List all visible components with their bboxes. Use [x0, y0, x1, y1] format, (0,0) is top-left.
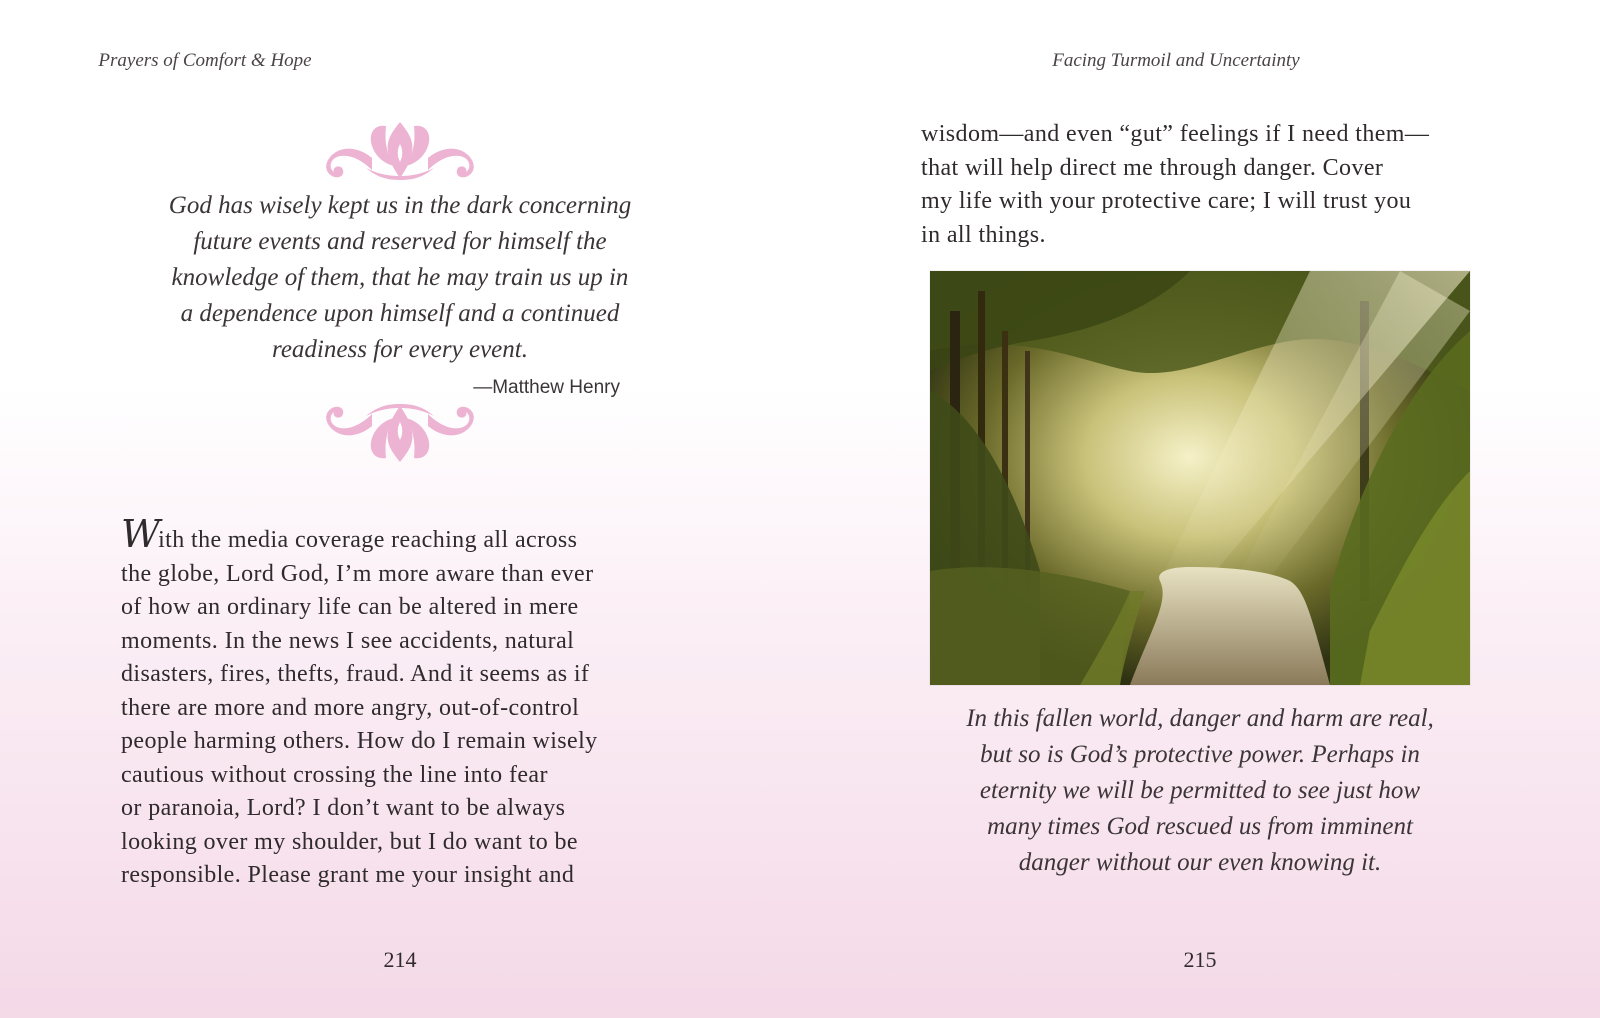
- prose-line: people harming others. How do I remain wisely: [121, 728, 598, 754]
- photo-caption: [950, 701, 1450, 881]
- running-head-left-text: Prayers of Comfort & Hope: [98, 50, 312, 71]
- drop-cap: W: [121, 512, 159, 556]
- prose-line: responsible. Please grant me your insight and: [121, 862, 575, 888]
- prayer-text-left: [121, 512, 681, 893]
- prose-line: or paranoia, Lord? I don’t want to be always: [121, 795, 566, 821]
- prose-line: wisdom—and even “gut” feelings if I need them—: [921, 121, 1430, 147]
- prose-line: there are more and more angry, out-of-control: [121, 694, 580, 721]
- ornament-bottom-icon: [316, 402, 484, 466]
- prose-line: the globe, Lord God, I’m more aware than ever: [121, 560, 594, 587]
- prose-line: of how an ordinary life can be altered in mere: [121, 594, 579, 620]
- ornament-top-icon: [316, 118, 484, 182]
- prose-line: [121, 512, 681, 558]
- epigraph-quote: [150, 188, 650, 368]
- caption-line: many times God rescued us from imminent: [987, 813, 1413, 840]
- caption-line: In this fallen world, danger and harm are real,: [966, 705, 1434, 732]
- prose-line: cautious without crossing the line into fear: [121, 761, 548, 788]
- prose-line: disasters, fires, thefts, fraud. And it seems as if: [121, 661, 590, 687]
- quote-line: knowledge of them, that he may train us up in: [171, 264, 629, 291]
- caption-line: but so is God’s protective power. Perhaps in: [980, 741, 1420, 768]
- quote-line: God has wisely kept us in the dark concerning: [168, 192, 632, 219]
- quote-line: future events and reserved for himself the: [193, 228, 607, 255]
- page-number-left-text: 214: [383, 947, 417, 972]
- page-number-right-text: 215: [1183, 947, 1217, 972]
- quote-line: readiness for every event.: [272, 336, 528, 363]
- right-page: [800, 0, 1600, 1018]
- quote-author: —Matthew Henry: [473, 377, 620, 398]
- prose-line: in all things.: [921, 221, 1046, 248]
- caption-line: eternity we will be permitted to see just how: [979, 777, 1421, 804]
- prose-line: looking over my shoulder, but I do want to be: [121, 828, 578, 855]
- quote-line: a dependence upon himself and a continued: [180, 300, 620, 327]
- prose-line: my life with your protective care; I will trust you: [921, 188, 1412, 214]
- prayer-text-right: [921, 118, 1481, 252]
- prose-line: moments. In the news I see accidents, natural: [121, 627, 575, 654]
- prose-line: that will help direct me through danger. Cover: [921, 154, 1384, 181]
- running-head-right-text: Facing Turmoil and Uncertainty: [1052, 50, 1300, 71]
- caption-line: danger without our even knowing it.: [1018, 849, 1382, 876]
- prose-first-line: ith the media coverage reaching all across: [158, 527, 578, 553]
- forest-path-photo: [930, 271, 1470, 685]
